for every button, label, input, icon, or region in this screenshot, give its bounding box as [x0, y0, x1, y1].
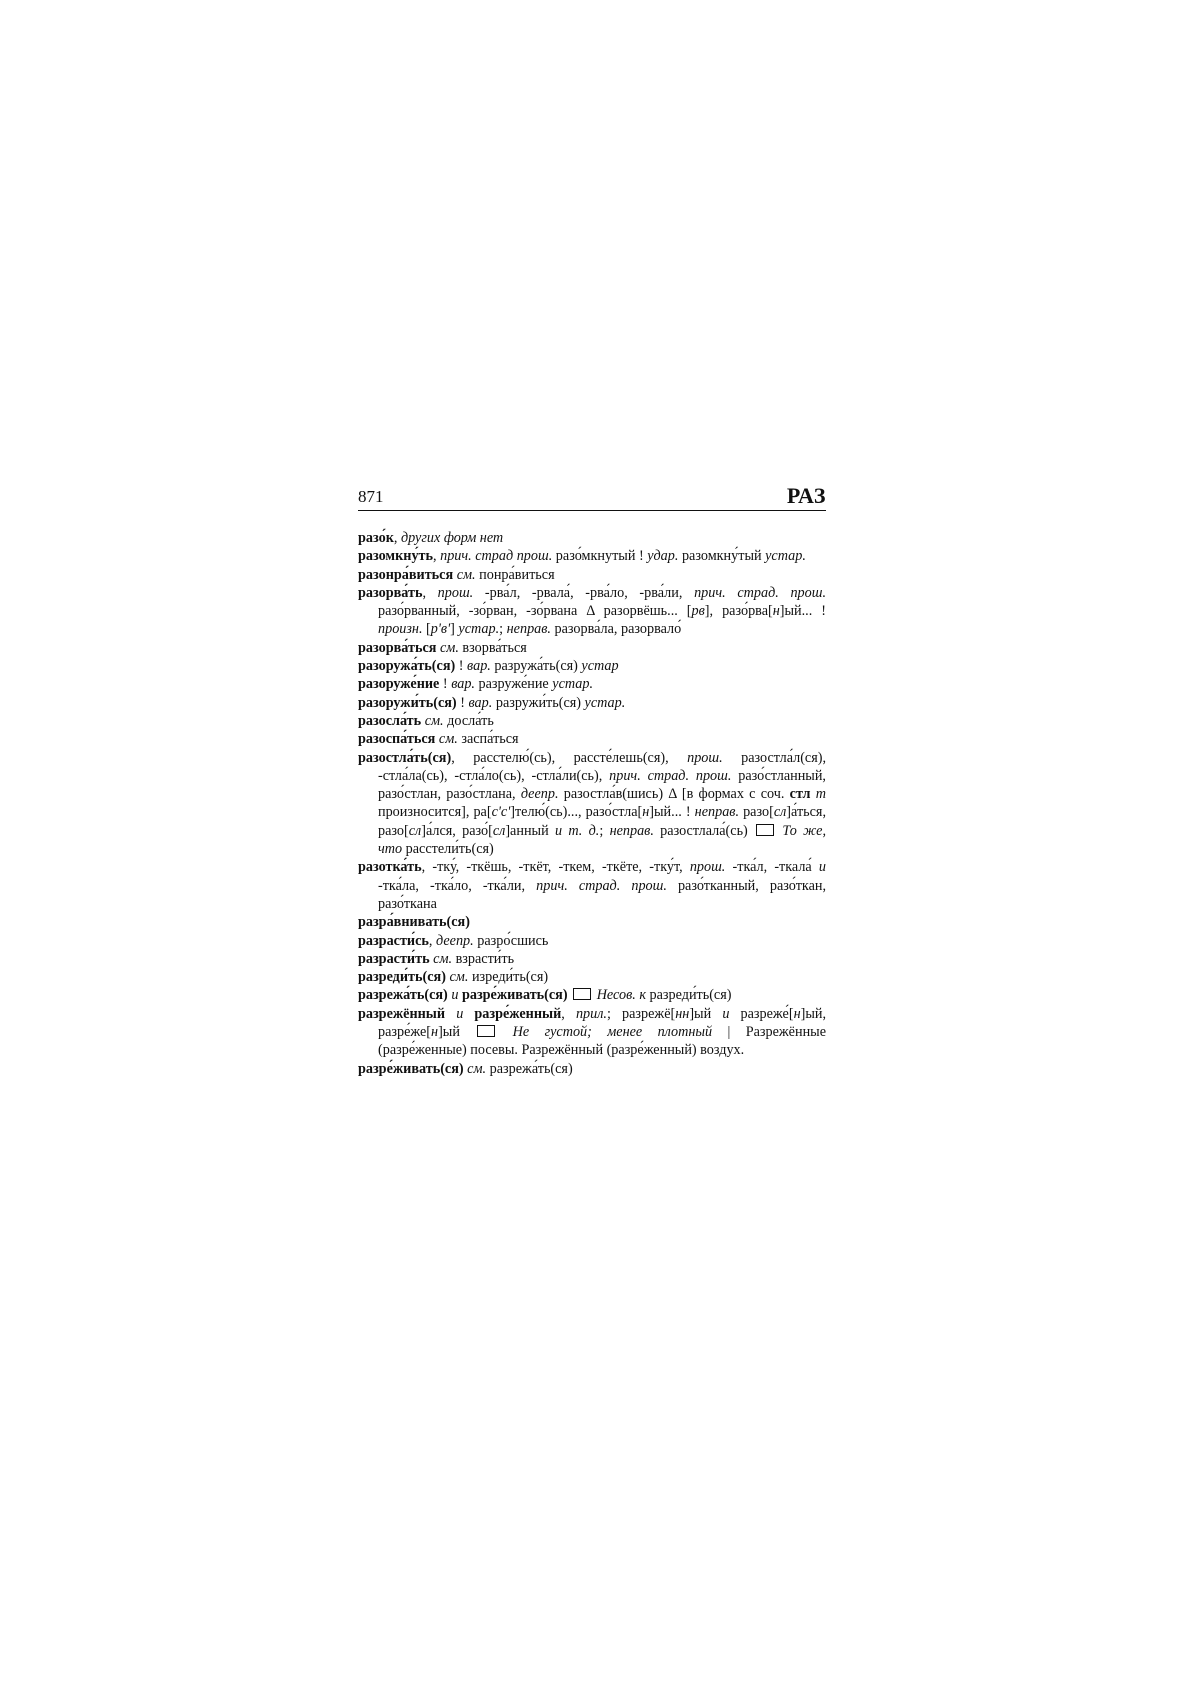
headword: разре́живать(ся)	[358, 1060, 464, 1077]
grammar-label: см.	[424, 712, 444, 729]
grammar-label: см.	[439, 639, 459, 656]
grammar-label: прош.	[687, 749, 723, 766]
entry-text: ,	[428, 932, 437, 949]
entry-text: ]телю́(сь)..., разо́стла[	[510, 804, 643, 821]
entry-text: разомкну́тый	[678, 548, 766, 565]
grammar-label: удар.	[647, 548, 679, 565]
grammar-label: р'в'	[430, 621, 451, 638]
headword: разостла́ть(ся)	[358, 749, 452, 766]
grammar-label: деепр.	[436, 932, 474, 949]
dictionary-entry-razoslat	[358, 712, 826, 730]
entry-text: ]	[450, 621, 459, 638]
headword: разотка́ть	[358, 859, 422, 876]
dictionary-entry-razoruzhat	[358, 657, 826, 675]
entry-text: ,	[561, 1005, 576, 1022]
grammar-label: других форм нет	[400, 530, 504, 546]
entry-text	[568, 987, 572, 1003]
dictionary-entry-razoruzhit	[358, 694, 826, 712]
entry-text: -рва́л, -рвала́, -рва́ло, -рва́ли,	[473, 584, 695, 601]
entry-text: ]ый	[438, 1024, 476, 1041]
grammar-label: и	[451, 987, 459, 1004]
page-header	[358, 480, 826, 511]
entry-text: разостлала́(сь)	[653, 822, 755, 839]
grammar-label: устар.	[584, 694, 626, 711]
dictionary-entry-razok	[358, 529, 826, 547]
bold-fragment: стл	[789, 786, 811, 803]
grammar-label: т	[815, 786, 826, 803]
grammar-label: неправ.	[694, 804, 739, 821]
entry-text: понра́виться	[475, 566, 555, 583]
square-box-icon	[756, 824, 774, 836]
grammar-label: сл	[492, 822, 506, 839]
grammar-label: вар.	[451, 676, 475, 693]
headword: разосла́ть	[358, 712, 422, 729]
grammar-label: Несов. к	[596, 987, 646, 1004]
grammar-label: деепр.	[520, 786, 559, 803]
entry-text: разо́тканный, разо́ткан, разо́ткана	[378, 877, 827, 912]
entry-text: взорва́ться	[458, 639, 527, 656]
entry-text: разружа́ть(ся)	[490, 658, 582, 675]
grammar-label: н	[772, 603, 780, 620]
grammar-label: прош.	[689, 859, 726, 876]
grammar-label: устар.	[765, 548, 806, 565]
entry-text: взрасти́ть	[452, 950, 515, 967]
entry-text: ,	[433, 548, 441, 565]
entry-text: -тка́ла, -тка́ло, -тка́ли,	[378, 877, 537, 894]
entry-text: заспа́ться	[457, 731, 519, 748]
dictionary-entry-razonravitsya	[358, 566, 826, 584]
dictionary-entry-razrezhenny	[358, 1005, 826, 1060]
grammar-label: Не густой; менее плотный	[512, 1024, 713, 1041]
grammar-label: и	[456, 1005, 464, 1022]
grammar-label: и т. д.	[554, 822, 600, 839]
grammar-label: устар.	[458, 621, 500, 638]
grammar-label: сл	[408, 822, 422, 839]
headword: разоружа́ть(ся)	[358, 658, 456, 675]
entry-text: ,	[393, 530, 401, 546]
dictionary-entry-razravnivat	[358, 913, 826, 931]
entry-text: произносится], ра[	[378, 804, 492, 821]
headword: разорва́ться	[358, 639, 437, 656]
entry-text: разо́рванный, -зо́рван, -зо́рвана Δ разорвёшь... [	[378, 603, 692, 620]
grammar-label: и	[818, 859, 826, 876]
grammar-label: То же, что	[378, 822, 826, 858]
headword: разо́к	[358, 530, 394, 546]
dictionary-entry-razredit	[358, 968, 826, 986]
grammar-label: прич. страд. прош.	[536, 877, 667, 894]
entry-text: , расстелю́(сь), рассте́лешь(ся),	[451, 749, 688, 766]
grammar-label: н	[642, 804, 650, 821]
grammar-label: нн	[675, 1005, 690, 1022]
dictionary-entry-razoruzhenie	[358, 675, 826, 693]
entry-text: разружи́ть(ся)	[492, 694, 585, 711]
entry-text	[445, 1006, 456, 1022]
headword: разрасти́ть	[358, 950, 430, 967]
dictionary-entry-razorvat	[358, 584, 826, 639]
entry-text: разреже́[	[729, 1005, 794, 1022]
entry-text: | Разрежённые (разре́женные) посевы. Разрежённый (разре́женный) воздух.	[378, 1024, 826, 1059]
entry-text: ]а́лся, разо́[	[421, 822, 493, 839]
entry-text: ;	[599, 822, 610, 839]
entry-text: разрежа́ть(ся)	[486, 1060, 573, 1077]
grammar-label: и	[722, 1005, 730, 1022]
entry-text: разорва́ла, разорвало́	[550, 621, 682, 638]
headword: разра́внивать(ся)	[358, 914, 470, 931]
square-box-icon	[573, 988, 591, 1000]
grammar-label: прич. страд прош.	[440, 548, 553, 565]
entry-text	[463, 1006, 474, 1022]
dictionary-entry-razrastis	[358, 932, 826, 950]
headword: разрежа́ть(ся)	[358, 987, 448, 1004]
dictionary-entry-razospatsya	[358, 730, 826, 748]
grammar-label: произн.	[378, 621, 423, 638]
entry-text: !	[455, 658, 468, 675]
entry-text: ]ый... !	[779, 603, 826, 620]
entry-text: ,	[422, 584, 438, 601]
entry-text: ; разрежё[	[606, 1005, 676, 1022]
headword: разре́живать(ся)	[461, 987, 568, 1004]
guide-word: РАЗ	[786, 483, 826, 508]
dictionary-entry-razorvatsya	[358, 639, 826, 657]
entry-text: разруже́ние	[474, 676, 553, 693]
dictionary-entry-razotkat	[358, 858, 826, 913]
entry-text: ]ый	[689, 1005, 723, 1022]
entry-text: разо[	[739, 804, 774, 821]
headword: разомкну́ть	[358, 548, 434, 565]
entry-text: разостла́в(шись) Δ [в формах с соч.	[558, 786, 790, 803]
grammar-label: н	[431, 1024, 439, 1041]
entry-text: [	[422, 621, 431, 638]
grammar-label: вар.	[467, 658, 491, 675]
grammar-label: см.	[467, 1060, 487, 1077]
entry-text: расстели́ть(ся)	[402, 841, 494, 858]
grammar-label: см.	[456, 566, 476, 583]
entry-text: разостла́л(ся), -стла́ла(сь), -стла́ло(сь), -стла́ли(сь),	[378, 749, 827, 784]
headword: разонра́виться	[358, 566, 454, 583]
entry-text: досла́ть	[443, 712, 494, 729]
grammar-label: прил.	[575, 1005, 607, 1022]
grammar-label: с'с'	[491, 804, 511, 821]
entry-text: ]ый, разре́же[	[378, 1005, 827, 1041]
entry-text: разреди́ть(ся)	[645, 987, 732, 1004]
dictionary-entry-razrezhat	[358, 986, 826, 1004]
grammar-label: см.	[438, 731, 458, 748]
square-box-icon	[477, 1025, 495, 1037]
entry-text: -тка́л, -ткала́	[725, 859, 819, 876]
entry-text: !	[439, 676, 452, 693]
entry-text: разро́сшись	[473, 932, 549, 949]
page-number: 871	[358, 487, 384, 506]
headword: разрасти́сь	[358, 932, 429, 949]
entry-text: разо́мкнутый !	[552, 548, 648, 565]
grammar-label: прич. страд. прош.	[609, 767, 732, 784]
dictionary-entry-razostlat	[358, 749, 826, 859]
entry-text	[497, 1024, 512, 1040]
dictionary-page	[358, 480, 826, 1078]
headword: разреди́ть(ся)	[358, 969, 446, 986]
grammar-label: вар.	[468, 694, 493, 711]
entry-text: ]а́ться, разо[	[378, 804, 826, 839]
entry-text: , -тку́, -ткёшь, -ткёт, -ткем, -ткёте, -тку́т,	[421, 859, 690, 876]
grammar-label: устар.	[552, 676, 594, 693]
headword: разоруже́ние	[358, 676, 440, 693]
headword: разоружи́ть(ся)	[358, 694, 457, 711]
entry-text: ], разо́рва[	[704, 603, 773, 620]
entry-list	[358, 529, 826, 1078]
grammar-label: см.	[433, 950, 453, 967]
entry-text: изреди́ть(ся)	[468, 969, 549, 986]
grammar-label: рв	[691, 603, 705, 620]
grammar-label: неправ.	[506, 621, 551, 638]
headword: разре́женный	[474, 1005, 562, 1022]
dictionary-entry-razrezhivat	[358, 1060, 826, 1078]
grammar-label: устар	[581, 658, 619, 675]
grammar-label: см.	[449, 969, 469, 986]
headword: разорва́ть	[358, 584, 423, 601]
grammar-label: прич. страд. прош.	[694, 584, 827, 601]
headword: разоспа́ться	[358, 731, 436, 748]
entry-text: ]анный	[505, 822, 555, 839]
grammar-label: сл	[773, 804, 787, 821]
entry-text: ]ый... !	[649, 804, 695, 821]
entry-text: разо́стланный, разо́стлан, разо́стлана,	[378, 767, 826, 803]
dictionary-entry-razrastit	[358, 950, 826, 968]
entry-text: ;	[499, 621, 507, 638]
grammar-label: н	[793, 1005, 801, 1022]
dictionary-entry-razomknut	[358, 547, 826, 565]
entry-text: !	[456, 694, 469, 711]
headword: разрежённый	[358, 1005, 446, 1022]
grammar-label: прош.	[437, 584, 474, 601]
grammar-label: неправ.	[609, 822, 654, 839]
